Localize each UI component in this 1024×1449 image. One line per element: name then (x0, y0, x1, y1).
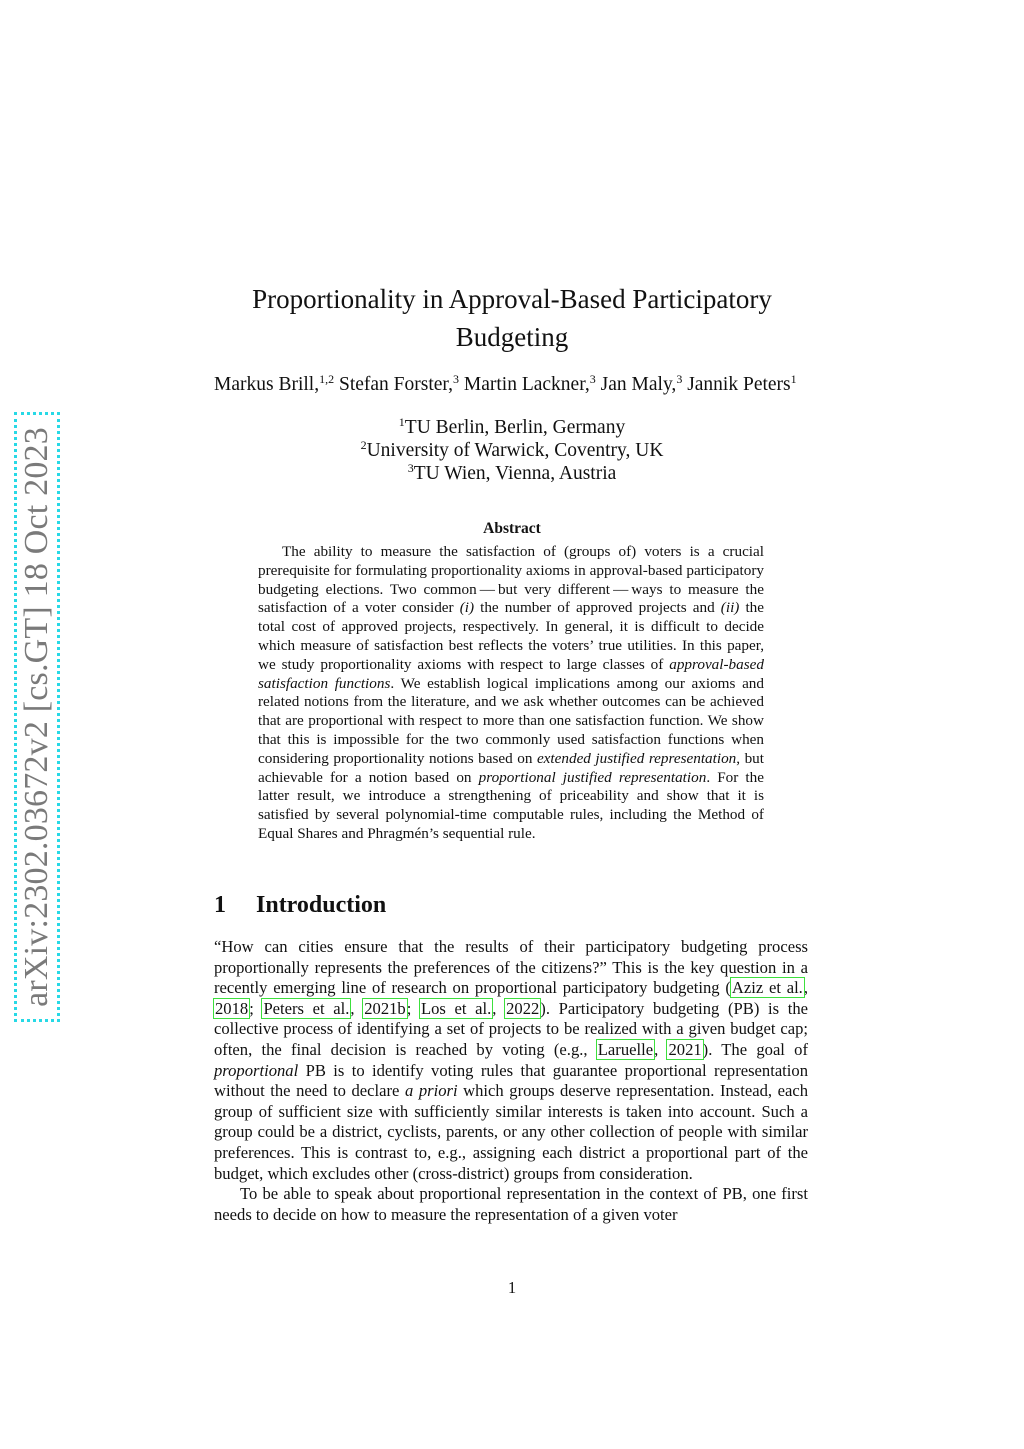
author-name: Martin Lackner, (463, 374, 590, 395)
citation-link[interactable]: 2021b (364, 998, 406, 1018)
author-name: Markus Brill, (214, 374, 320, 395)
intro-text: , (492, 998, 506, 1018)
intro-text: ). Participatory budgeting (PB) is the collective process of identifying a set of projects to be realized with a given budget cap; often, the final decision is reached by voting (e.g., (214, 998, 809, 1059)
affiliation-list (214, 416, 810, 485)
abstract-emphasis: (ii) (720, 599, 740, 617)
citation-link[interactable]: 2022 (506, 998, 540, 1018)
citation-link[interactable]: 2021 (668, 1039, 702, 1059)
intro-text: “How can cities ensure that the results of their participatory budgeting process proportionally represents the preferences of the citizens?” This is the key question in a recently emerging line of research on proportional participatory budgeting ( (214, 937, 808, 998)
abstract-heading: Abstract (483, 520, 541, 537)
abstract-text: the total cost of approved projects, respectively. In general, it is difficult to decide which measure of satisfaction best reflects the voters’ true utilities. In this paper, we study proportionality axioms with respect to large classes of (258, 599, 765, 673)
abstract-emphasis: extended justified representation (536, 749, 737, 767)
paper-title-line-2: Budgeting (455, 322, 569, 352)
author-affiliation-marker: 1,2 (319, 372, 335, 386)
intro-text: , (350, 998, 364, 1018)
author-affiliation-marker: 1 (790, 372, 797, 386)
affiliation-number: 1 (398, 415, 405, 429)
intro-text: , (654, 1039, 668, 1059)
citation-link[interactable]: 2018 (215, 998, 249, 1018)
arxiv-identifier-stamp[interactable] (14, 412, 60, 1022)
section-title: Introduction (256, 892, 387, 918)
arxiv-identifier-text: arXiv:2302.03672v2 [cs.GT] 18 Oct 2023 (18, 427, 55, 1007)
intro-paragraph-1 (214, 937, 808, 1184)
paper-title-line-1: Proportionality in Approval-Based Participatory (252, 284, 772, 314)
abstract-text: . For the latter result, we introduce a strengthening of priceability and show that it is satisfied by several polynomial-time computable rules, including the Method of Equal Shares and Phragmén’s sequential rule. (258, 768, 764, 842)
author-name: Jan Maly, (600, 374, 677, 395)
affiliation-number: 2 (360, 438, 367, 452)
intro-text: ; (406, 998, 420, 1018)
author-list (214, 374, 910, 396)
intro-text: PB is to identify voting rules that guarantee proportional representation without the need to declare (214, 1060, 808, 1101)
affiliation-number: 3 (407, 461, 414, 475)
citation-link[interactable]: Laruelle (597, 1039, 654, 1059)
abstract-text: . We establish logical implications among our axioms and related notions from the literature, and we ask whether outcomes can be achieved that are proportional with respect to more than one satisfaction function. We show that this is impossible for the two commonly used satisfaction functions when considering proportionality notions based on (258, 674, 764, 767)
affiliation-text: TU Berlin, Berlin, Germany (404, 417, 626, 438)
section-number: 1 (214, 892, 226, 918)
affiliation-text: University of Warwick, Coventry, UK (366, 440, 664, 461)
page-number: 1 (507, 1278, 517, 1297)
intro-emphasis: proportional (214, 1060, 299, 1080)
intro-emphasis: a priori (404, 1081, 458, 1101)
introduction-body (214, 937, 808, 1225)
affiliation-item (214, 462, 810, 485)
abstract-emphasis: proportional justified representation (478, 768, 707, 786)
citation-link[interactable]: Peters et al. (263, 998, 350, 1018)
affiliation-item (214, 416, 810, 439)
intro-text: , (803, 978, 808, 998)
citation-link[interactable]: Aziz et al. (731, 978, 803, 998)
abstract-emphasis: approval-based satisfaction functions (258, 655, 764, 692)
author-name: Stefan Forster, (338, 374, 453, 395)
author-affiliation-marker: 3 (676, 372, 683, 386)
section-heading-introduction (214, 892, 810, 919)
author-name: Jannik Peters (687, 374, 791, 395)
intro-text: ; (249, 998, 263, 1018)
author-affiliation-marker: 3 (589, 372, 596, 386)
abstract-text: , but achievable for a notion based on (258, 749, 764, 786)
intro-text: which groups deserve representation. Instead, each group of sufficient size with sufficiently similar interests is taken into account. Such a group could be a district, cyclists, parents, or any other collection of people with similar preferences. This is contrast to, e.g., assigning each district a proportional part of the budget, which excludes other (cross-district) groups from consideration. (214, 1081, 808, 1183)
intro-paragraph-2: To be able to speak about proportional representation in the context of PB, one first needs to decide on how to measure the representation of a given voter (214, 1184, 808, 1224)
affiliation-text: TU Wien, Vienna, Austria (413, 463, 617, 484)
citation-link[interactable]: Los et al. (420, 998, 492, 1018)
intro-text: ). The goal of (702, 1039, 808, 1059)
affiliation-item (214, 439, 810, 462)
paper-title (214, 280, 810, 356)
abstract-text: the number of approved projects and (474, 599, 721, 617)
abstract-body (258, 543, 764, 844)
abstract-text: The ability to measure the satisfaction of (groups of) voters is a crucial prerequisite for formulating proportionality axioms in approval-based participatory budgeting elections. Two common — but very different — ways to measure the satisfaction of a voter consider (258, 543, 764, 617)
author-affiliation-marker: 3 (453, 372, 459, 386)
abstract-emphasis: (i) (459, 599, 475, 617)
